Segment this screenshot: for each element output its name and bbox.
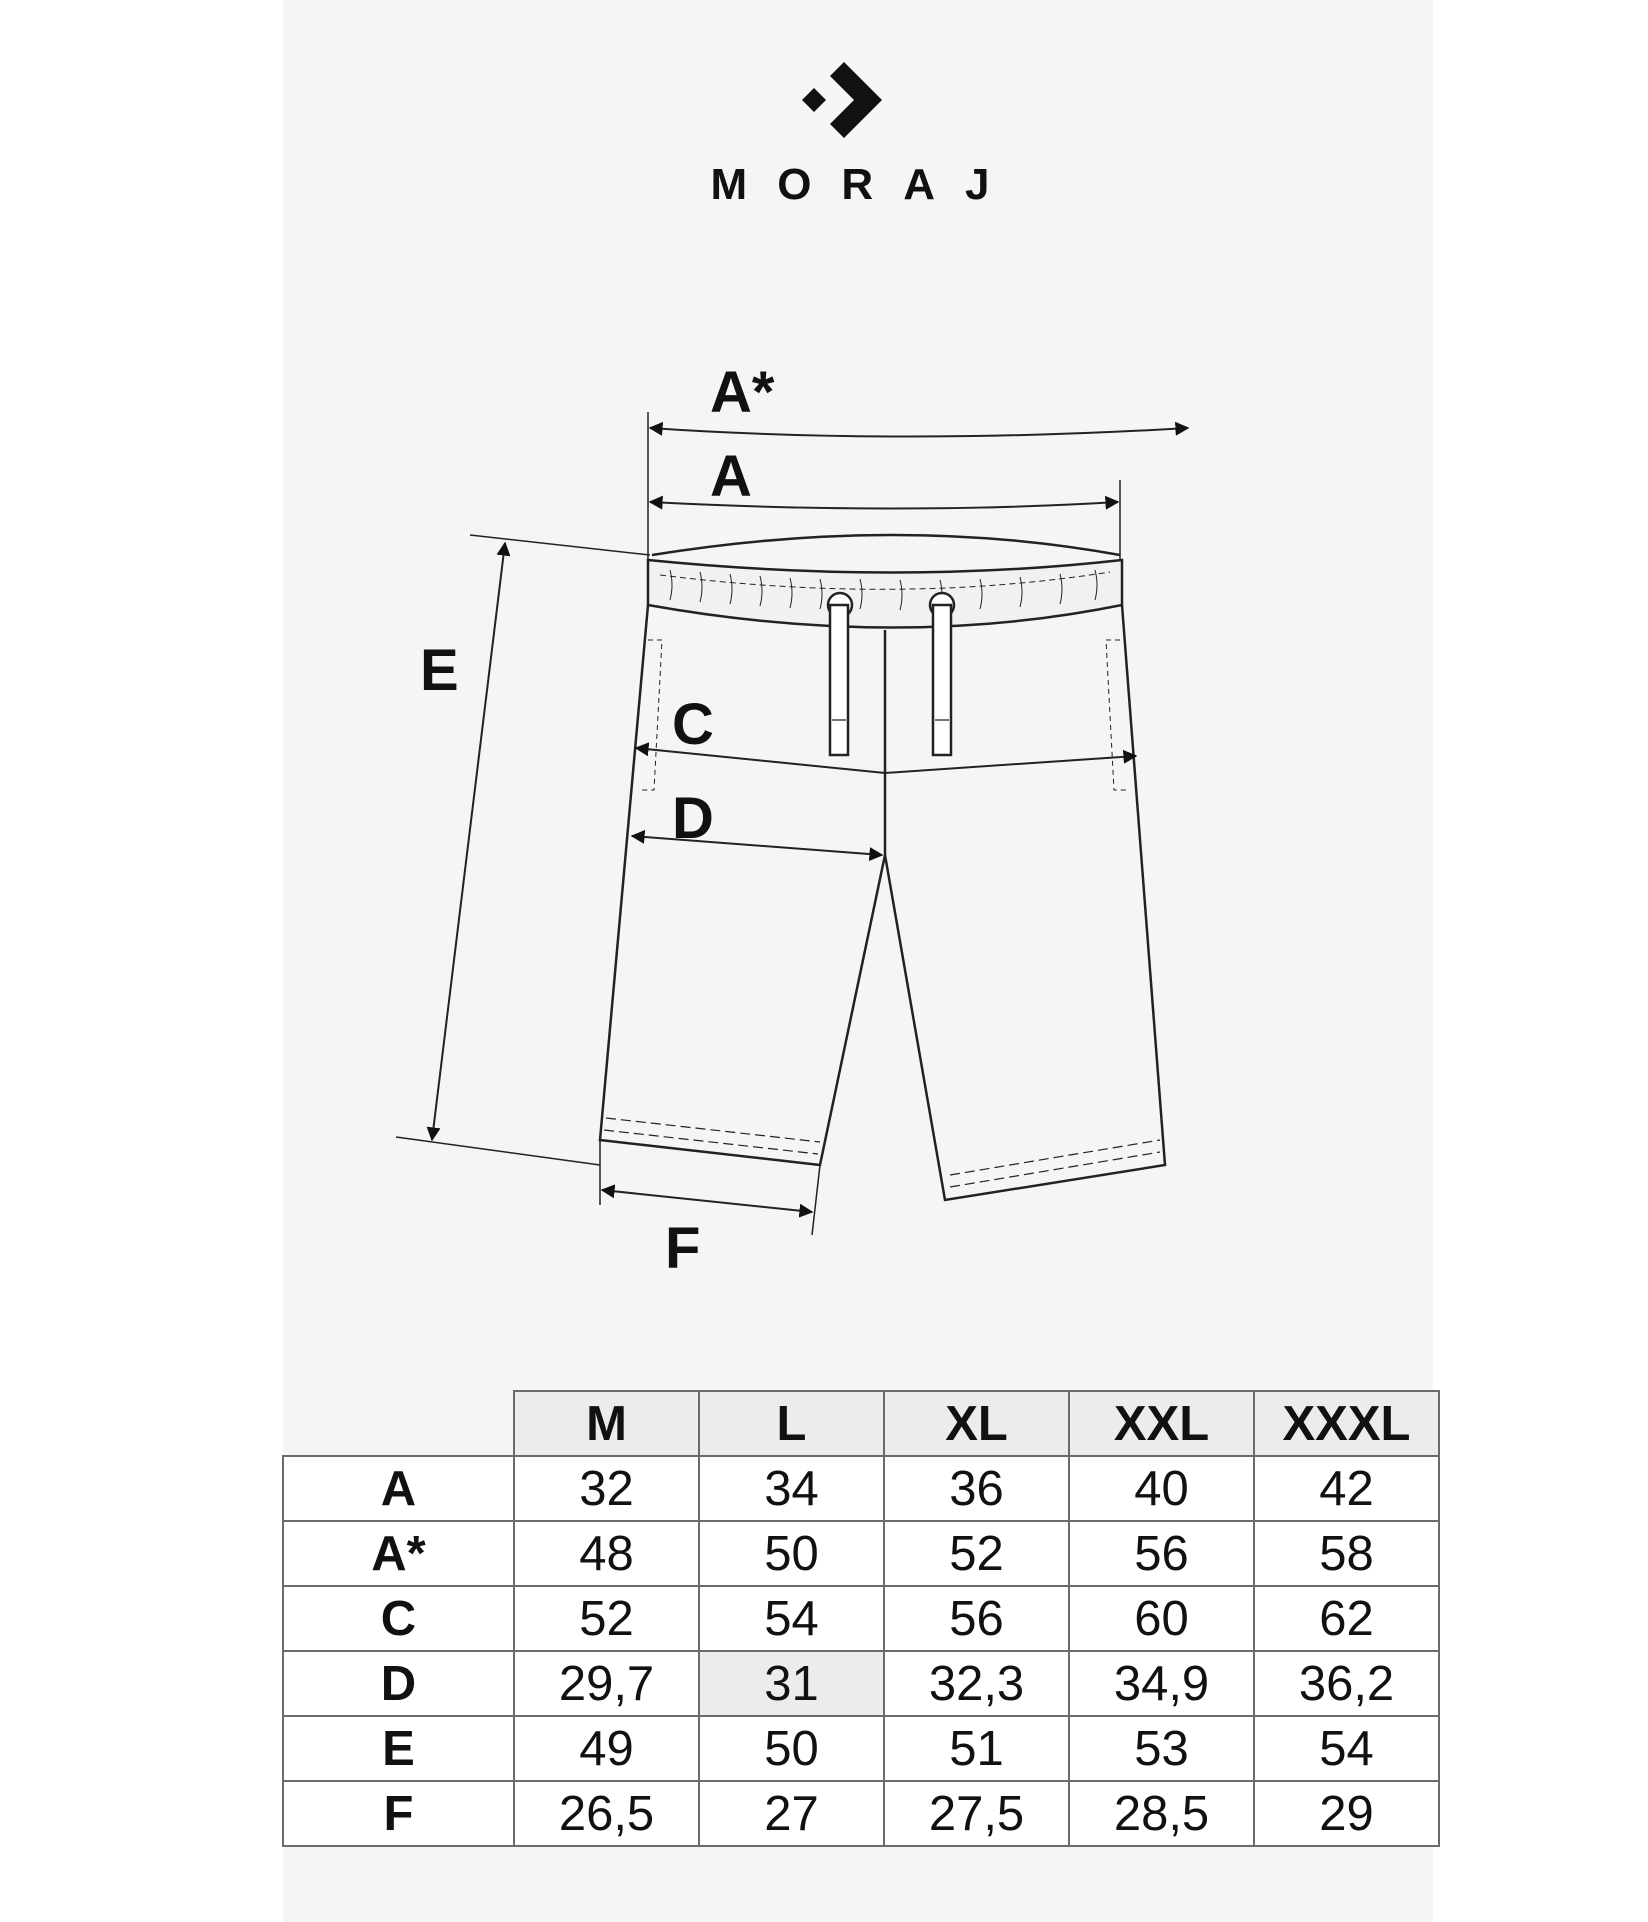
row-label: C [283, 1586, 514, 1651]
table-cell: 26,5 [514, 1781, 699, 1846]
row-label: E [283, 1716, 514, 1781]
size-header-xxxl: XXXL [1254, 1391, 1439, 1456]
size-table [282, 1390, 1440, 1847]
table-cell: 42 [1254, 1456, 1439, 1521]
table-cell: 48 [514, 1521, 699, 1586]
row-label: A [283, 1456, 514, 1521]
d-arrow [632, 836, 882, 855]
table-row [283, 1716, 1439, 1781]
label-e: E [420, 638, 459, 703]
table-cell: 32,3 [884, 1651, 1069, 1716]
table-cell: 29,7 [514, 1651, 699, 1716]
table-cell: 54 [699, 1586, 884, 1651]
table-cell: 52 [884, 1521, 1069, 1586]
table-cell: 60 [1069, 1586, 1254, 1651]
corner-cell [283, 1391, 514, 1456]
table-cell: 62 [1254, 1586, 1439, 1651]
waistband-top [652, 535, 1120, 555]
label-a-star: A* [710, 360, 775, 425]
table-cell: 40 [1069, 1456, 1254, 1521]
table-cell: 51 [884, 1716, 1069, 1781]
table-row [283, 1456, 1439, 1521]
a-star-arrow [650, 428, 1188, 437]
size-header-xl: XL [884, 1391, 1069, 1456]
table-cell: 31 [699, 1651, 884, 1716]
label-f: F [665, 1216, 701, 1281]
label-d: D [672, 786, 714, 851]
table-cell: 32 [514, 1456, 699, 1521]
table-cell: 36 [884, 1456, 1069, 1521]
table-cell: 27,5 [884, 1781, 1069, 1846]
drawstring-right [933, 605, 951, 755]
table-cell: 27 [699, 1781, 884, 1846]
table-row [283, 1781, 1439, 1846]
size-header-l: L [699, 1391, 884, 1456]
table-cell: 58 [1254, 1521, 1439, 1586]
table-row [283, 1586, 1439, 1651]
table-cell: 53 [1069, 1716, 1254, 1781]
table-row [283, 1521, 1439, 1586]
drawstring-left [830, 605, 848, 755]
size-header-m: M [514, 1391, 699, 1456]
label-c: C [672, 692, 714, 757]
table-cell: 56 [884, 1586, 1069, 1651]
brand-name: MORAJ [710, 160, 1020, 209]
table-row [283, 1651, 1439, 1716]
label-a: A [710, 444, 752, 509]
table-cell: 36,2 [1254, 1651, 1439, 1716]
table-cell: 34 [699, 1456, 884, 1521]
size-header-xxl: XXL [1069, 1391, 1254, 1456]
row-label: F [283, 1781, 514, 1846]
row-label: A* [283, 1521, 514, 1586]
table-cell: 28,5 [1069, 1781, 1254, 1846]
table-cell: 50 [699, 1716, 884, 1781]
table-cell: 50 [699, 1521, 884, 1586]
e-arrow [432, 543, 505, 1140]
table-cell: 52 [514, 1586, 699, 1651]
waistband-outline [648, 560, 1122, 628]
size-header-row [283, 1391, 1439, 1456]
table-cell: 34,9 [1069, 1651, 1254, 1716]
table-cell: 29 [1254, 1781, 1439, 1846]
row-label: D [283, 1651, 514, 1716]
table-cell: 56 [1069, 1521, 1254, 1586]
f-arrow [602, 1190, 812, 1212]
table-cell: 54 [1254, 1716, 1439, 1781]
table-cell: 49 [514, 1716, 699, 1781]
